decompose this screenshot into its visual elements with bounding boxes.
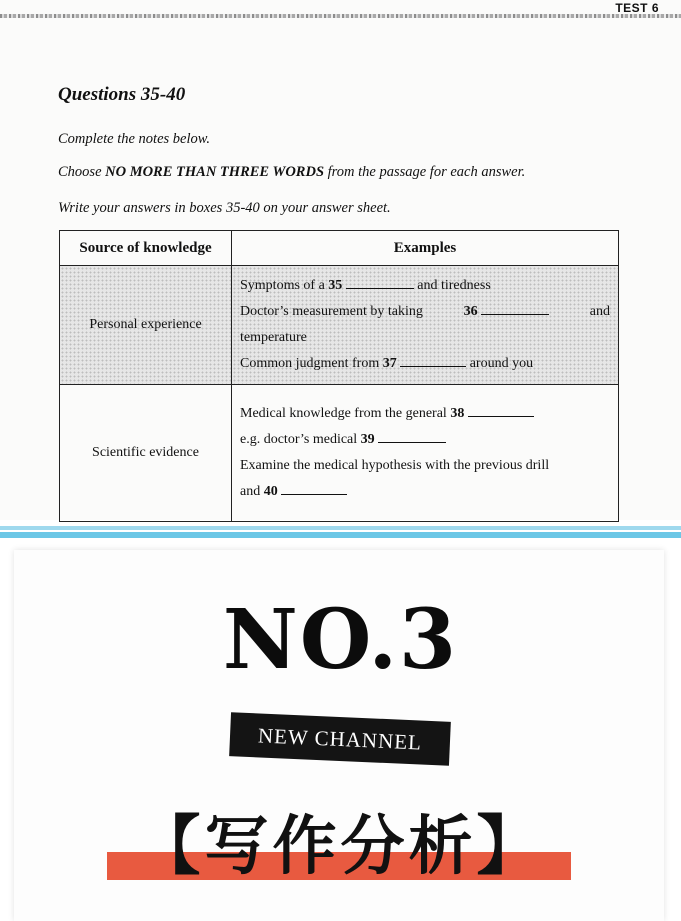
note-text: Medical knowledge from the general [240, 406, 447, 421]
question-number: 38 [450, 406, 465, 421]
chinese-section-title: 【写作分析】 [136, 809, 545, 884]
instruction-word-limit-post: from the passage for each answer. [327, 164, 526, 180]
questions-title: Questions 35-40 [58, 84, 186, 105]
source-scientific-evidence: Scientific evidence [60, 385, 232, 522]
note-text: Common judgment from [240, 356, 380, 371]
instruction-word-limit-bold: NO MORE THAN THREE WORDS [105, 164, 325, 180]
instruction-answer-boxes: Write your answers in boxes 35-40 on your answer sheet. [58, 200, 391, 216]
note-text: e.g. doctor’s medical [240, 432, 358, 447]
header-examples: Examples [232, 231, 619, 266]
examples-scientific [232, 385, 619, 522]
answer-blank [346, 274, 414, 289]
note-line [240, 427, 610, 453]
question-number: 40 [263, 484, 278, 499]
instruction-word-limit [58, 164, 525, 181]
note-text: and [240, 484, 261, 499]
question-number: 36 [463, 304, 478, 319]
section-divider-light [0, 526, 681, 530]
instruction-complete-notes: Complete the notes below. [58, 131, 210, 147]
answer-blank [281, 480, 347, 495]
banner-number: NO.3 [222, 592, 459, 688]
note-line [240, 273, 610, 299]
note-line [240, 479, 610, 505]
answer-blank [400, 352, 466, 367]
note-text: around you [469, 356, 534, 371]
note-text: and [589, 304, 610, 319]
answer-blank [481, 300, 549, 315]
note-text: temperature [240, 330, 307, 345]
section-divider [0, 532, 681, 538]
table-header-row [60, 231, 619, 266]
note-line [240, 401, 610, 427]
note-text: and tiredness [417, 278, 491, 293]
note-text: Symptoms of a [240, 278, 325, 293]
note-answer-group [464, 299, 550, 325]
instruction-word-limit-pre: Choose [58, 164, 102, 180]
question-number: 39 [360, 432, 375, 447]
notes-table [59, 230, 619, 522]
question-number: 35 [328, 278, 343, 293]
note-text: Doctor’s measurement by taking [240, 304, 423, 319]
test-label: TEST 6 [615, 1, 659, 15]
note-line [240, 453, 610, 479]
examples-personal [232, 266, 619, 385]
channel-label: NEW CHANNEL [257, 722, 423, 755]
note-line [240, 325, 610, 351]
answer-blank [468, 402, 534, 417]
scan-header-rule [0, 14, 681, 18]
table-row [60, 266, 619, 385]
question-number: 37 [382, 356, 397, 371]
table-row [60, 385, 619, 522]
note-line [240, 299, 610, 325]
answer-blank [378, 428, 446, 443]
source-personal-experience: Personal experience [60, 266, 232, 385]
note-line [240, 351, 610, 377]
note-text: Examine the medical hypothesis with the previous drill [240, 458, 550, 473]
header-source: Source of knowledge [60, 231, 232, 266]
